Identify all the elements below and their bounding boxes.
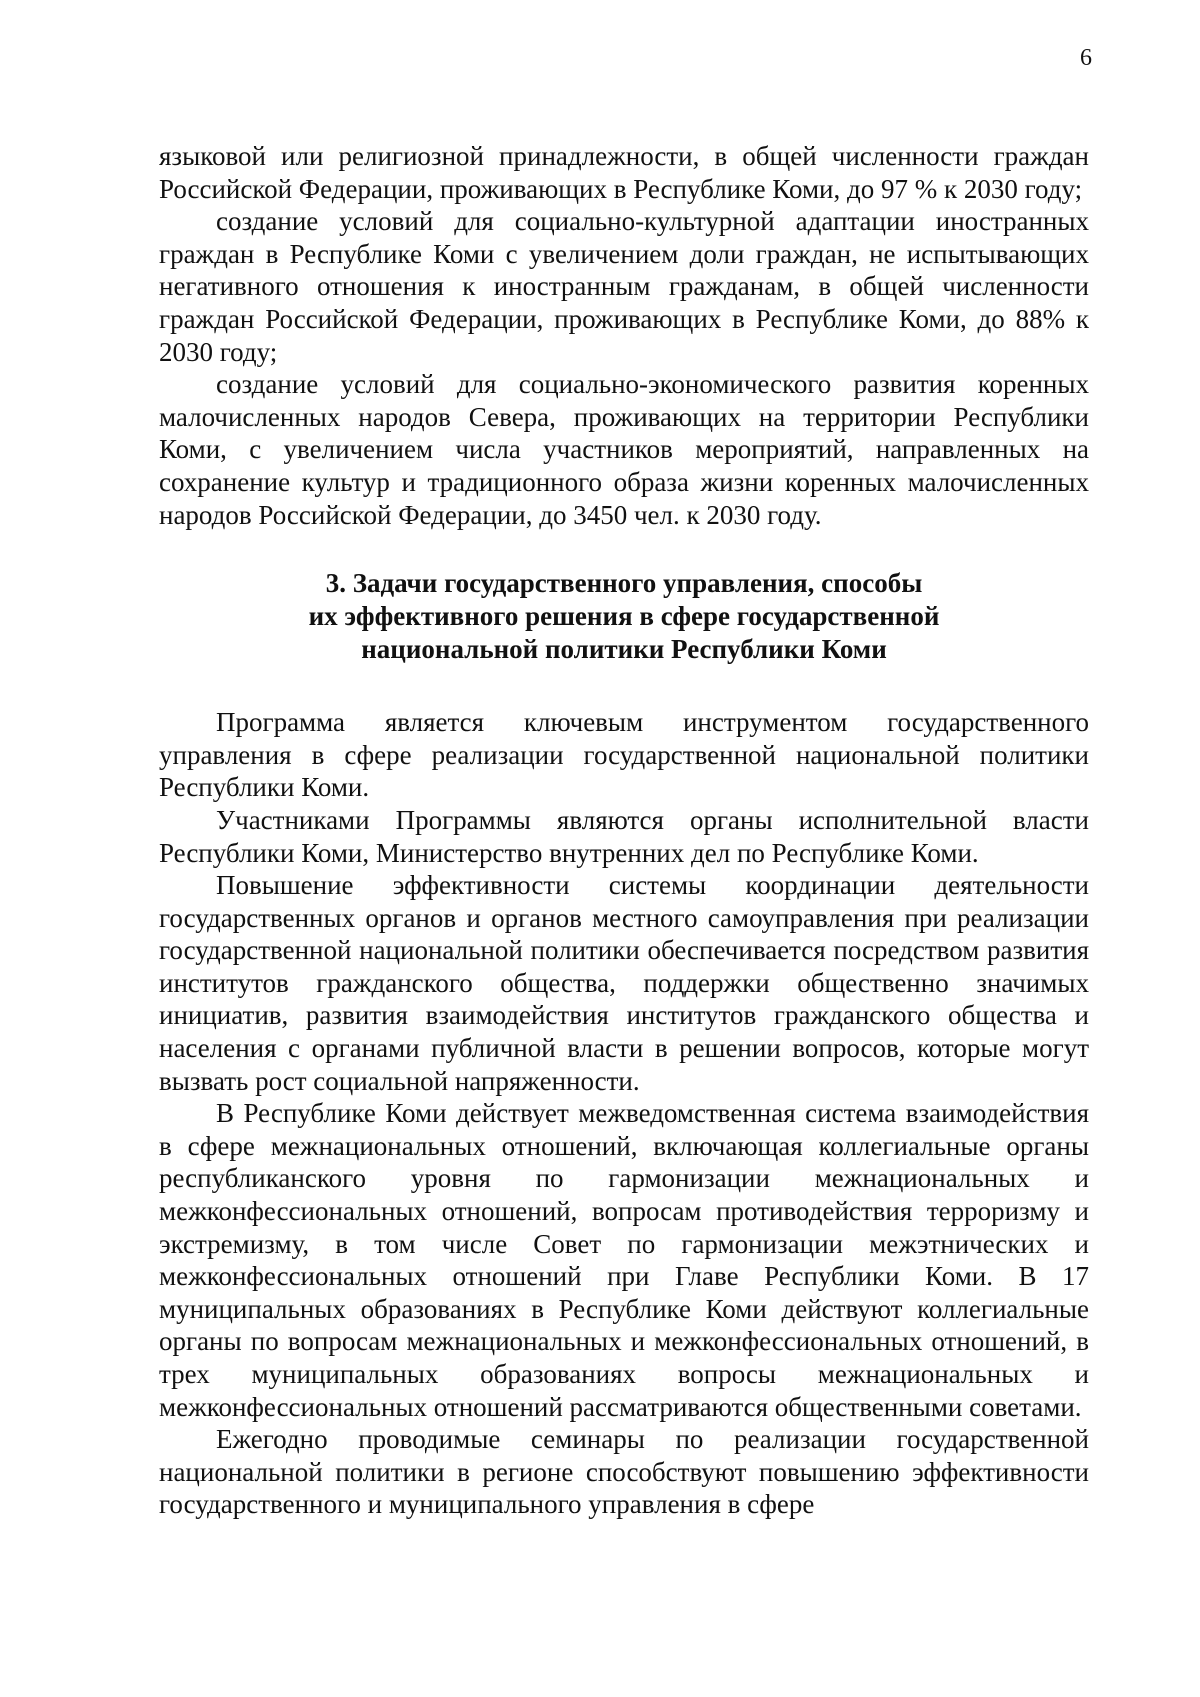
document-body (159, 140, 1089, 1521)
section-heading-line-2: их эффективного решения в сфере государственной (308, 601, 940, 632)
section-heading-line-3: национальной политики Республики Коми (361, 634, 887, 665)
paragraphs-before-section (159, 140, 1089, 531)
page-number: 6 (1080, 45, 1092, 71)
section-heading-line-1: 3. Задачи государственного управления, способы (325, 568, 923, 599)
paragraph-foreign-citizens-adaptation: создание условий для социально-культурной адаптации иностранных граждан в Республике Коми с увеличением доли граждан, не испытывающих негативного отношения к иностранным гражданам, в общей численности граждан Российской Федерации, проживающих в Республике Коми, до 88% к 2030 году; (159, 206, 1089, 367)
paragraph-interagency-system: В Республике Коми действует межведомственная система взаимодействия в сфере межнациональных отношений, включающая коллегиальные органы республиканского уровня по гармонизации межнациональных и межконфессиональных отношений, вопросам противодействия терроризму и экстремизму, в том числе Совет по гармонизации межэтнических и межконфессиональных отношений при Главе Республики Коми. В 17 муниципальных образованиях в Республике Коми действуют коллегиальные органы по вопросам межнациональных и межконфессиональных отношений, в трех муниципальных образованиях вопросы межнациональных и межконфессиональных отношений рассматриваются общественными советами. (159, 1098, 1089, 1422)
paragraph-program-role: Программа является ключевым инструментом государственного управления в сфере реализации государственной национальной политики Республики Коми. (159, 707, 1089, 803)
paragraph-indigenous-peoples: создание условий для социально-экономического развития коренных малочисленных народов Севера, проживающих на территории Республики Коми, с увеличением числа участников мероприятий, направленных на сохранение культур и традиционного образа жизни коренных малочисленных народов Российской Федерации, до 3450 чел. к 2030 году. (159, 369, 1089, 530)
paragraph-coordination: Повышение эффективности системы координации деятельности государственных органов и органов местного самоуправления при реализации государственной национальной политики обеспечивается посредством развития институтов гражданского общества, поддержки общественно значимых инициатив, развития взаимодействия институтов гражданского общества и населения с органами публичной власти в решении вопросов, которые могут вызвать рост социальной напряженности. (159, 870, 1089, 1096)
paragraphs-after-section (159, 706, 1089, 1521)
section-heading (159, 567, 1089, 666)
paragraph-continuation: языковой или религиозной принадлежности, в общей численности граждан Российской Федерации, проживающих в Республике Коми, до 97 % к 2030 году; (159, 141, 1089, 204)
paragraph-seminars: Ежегодно проводимые семинары по реализации государственной национальной политики в регионе способствуют повышению эффективности государственного и муниципального управления в сфере (159, 1424, 1089, 1520)
paragraph-program-participants: Участниками Программы являются органы исполнительной власти Республики Коми, Министерство внутренних дел по Республике Коми. (159, 804, 1089, 868)
